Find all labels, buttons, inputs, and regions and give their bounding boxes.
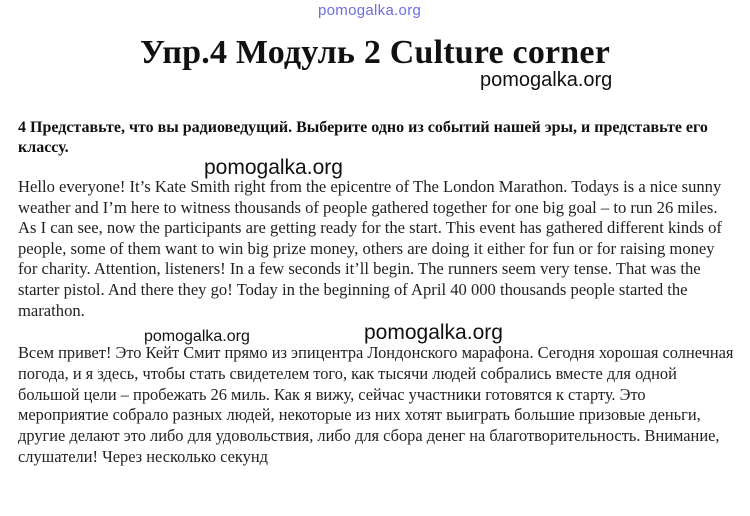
watermark-top: pomogalka.org [318,2,422,19]
watermark-small-left: pomogalka.org [144,328,250,345]
watermark-under-title: pomogalka.org [480,69,613,91]
watermark-after-task: pomogalka.org [204,156,343,179]
page-title: Упр.4 Модуль 2 Culture corner [139,34,610,71]
english-paragraph: Hello everyone! It’s Kate Smith right from the epicentre of The London Marathon. Todays is a nice sunny weather and I’m here to witness thousands of people gathered together for one big goal – to run 26 miles. As I can see, now the participants are getting ready for the start. This event has gathered different kinds of people, some of them want to win big prize money, others are doing it either for fun or for raising money for charity. Attention, listeners! In a few seconds it’ll begin. The runners seem very tense. That was the starter pistol. And there they go! Today in the beginning of April 40 000 thousands people started the marathon. [18,177,722,320]
task-instruction: 4 Представьте, что вы радиоведущий. Выберите одно из событий нашей эры, и представьте его классу. [18,119,708,156]
watermark-mid-right: pomogalka.org [364,321,503,344]
russian-paragraph: Всем привет! Это Кейт Смит прямо из эпицентра Лондонского марафона. Сегодня хорошая солнечная погода, и я здесь, чтобы стать свидетелем того, как тысячи людей собрались вместе для одной большой цели – пробежать 26 миль. Как я вижу, сейчас участники готовятся к старту. Это мероприятие собрало разных людей, некоторые из них хотят выиграть большие призовые деньги, другие делают это либо для удовольствия, либо для сбора денег на благотворительность. Внимание, слушатели! Через несколько секунд [18,343,734,466]
